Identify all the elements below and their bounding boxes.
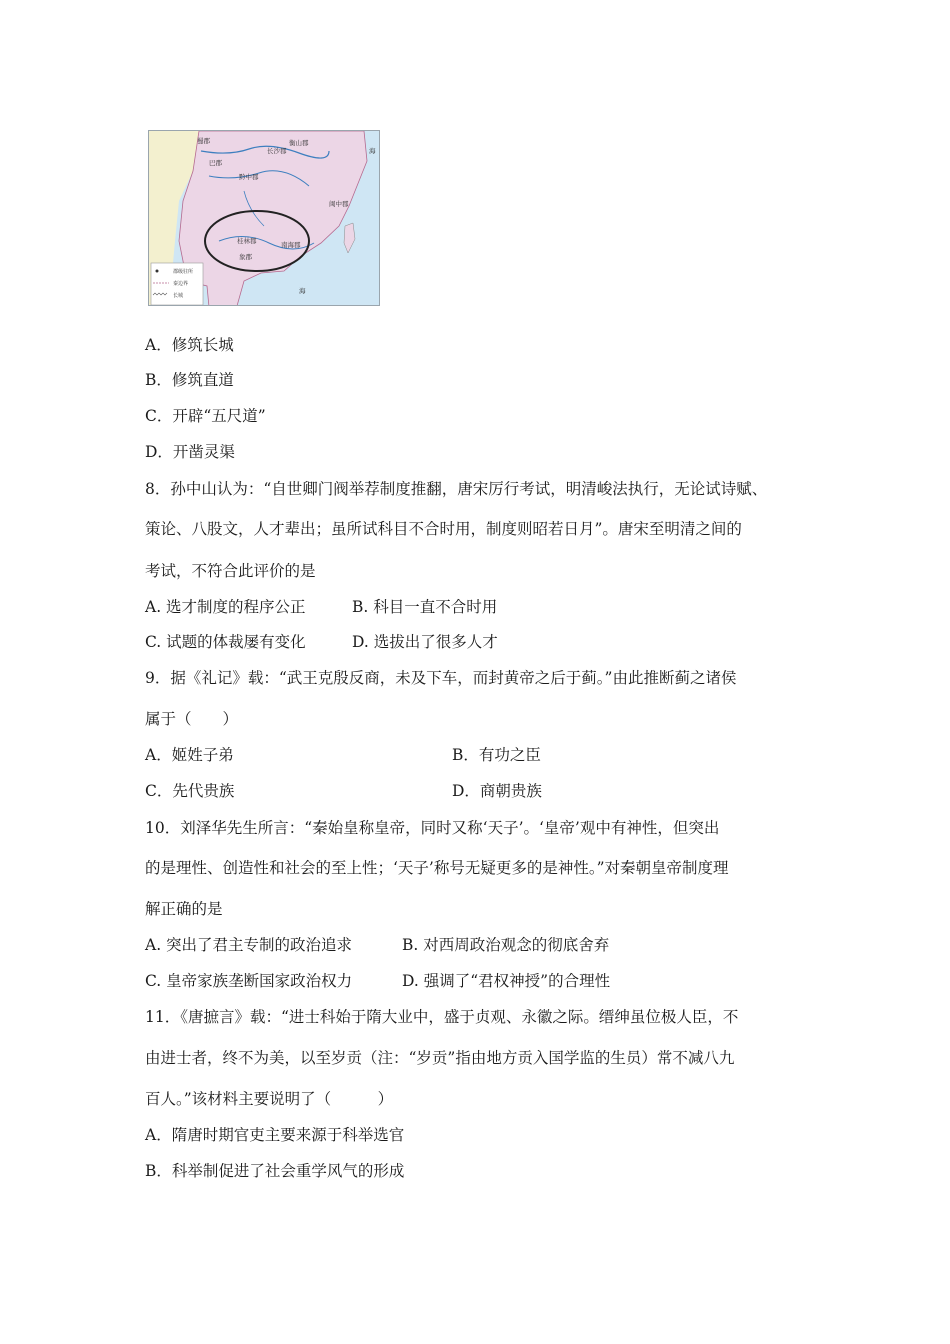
option-8c: C. 试题的体裁屡有变化: [145, 633, 306, 651]
legend-label: 郡级驻所: [173, 269, 194, 275]
question-11-line2: 由进士者，终不为美，以至岁贡（注：“岁贡”指由地方贡入国学监的生员）常不减八九: [145, 1049, 735, 1067]
option-10a: A. 突出了君主专制的政治追求: [145, 936, 353, 954]
question-8-line3: 考试，不符合此评价的是: [145, 562, 316, 580]
legend-label: 长城: [173, 293, 184, 299]
question-9-line2: 属于（ ）: [145, 710, 239, 728]
option-8a: A. 选才制度的程序公正: [145, 598, 306, 616]
option-9c: C．先代贵族: [145, 782, 235, 800]
question-11-line3: 百人。”该材料主要说明了（ ）: [145, 1090, 394, 1108]
map-label: 巴郡: [209, 159, 222, 167]
question-10-line1: 10．刘泽华先生所言：“秦始皇称皇帝，同时又称‘天子’。‘皇帝’观中有神性，但突出: [145, 819, 720, 837]
map-label: 闽中郡: [329, 200, 349, 208]
map-label: 黔中郡: [239, 173, 259, 181]
question-8-line1: 8．孙中山认为：“自世卿门阀举荐制度推翻，唐宋厉行考试，明清峻法执行，无论试诗赋、: [145, 480, 768, 498]
option-10c: C. 皇帝家族垄断国家政治权力: [145, 972, 353, 990]
option-9b: B．有功之臣: [452, 746, 541, 764]
option-7b: B．修筑直道: [145, 371, 234, 389]
option-7a: A．修筑长城: [145, 336, 234, 354]
map-label: 长沙郡: [267, 147, 287, 155]
option-10d: D. 强调了“君权神授”的合理性: [402, 972, 611, 990]
map-label: 桂林郡: [237, 237, 257, 245]
map-label: 蜀郡: [197, 137, 210, 145]
qin-territory-map: [148, 130, 380, 306]
option-11a: A．隋唐时期官吏主要来源于科举选官: [145, 1126, 405, 1144]
map-label: 象郡: [239, 253, 252, 261]
legend-label: 秦边界: [173, 281, 189, 287]
option-7d: D．开凿灵渠: [145, 443, 235, 461]
option-11b: B．科举制促进了社会重学风气的形成: [145, 1162, 405, 1180]
map-graphic: [149, 131, 380, 306]
option-7c: C．开辟“五尺道”: [145, 407, 266, 425]
map-label: 海: [369, 147, 376, 155]
legend-seat-icon: [156, 270, 159, 273]
question-8-line2: 策论、八股文，人才辈出；虽所试科目不合时用，制度则昭若日月”。唐宋至明清之间的: [145, 520, 742, 538]
map-label: 海: [299, 287, 306, 295]
option-8b: B. 科目一直不合时用: [352, 598, 498, 616]
option-9a: A．姬姓子弟: [145, 746, 234, 764]
question-11-line1: 11．《唐摭言》载：“进士科始于隋大业中，盛于贞观、永徽之际。缙绅虽位极人臣，不: [145, 1008, 739, 1026]
option-9d: D．商朝贵族: [452, 782, 542, 800]
question-10-line2: 的是理性、创造性和社会的至上性；‘天子’称号无疑更多的是神性。”对秦朝皇帝制度理: [145, 859, 729, 877]
question-10-line3: 解正确的是: [145, 900, 223, 918]
question-9-line1: 9．据《礼记》载：“武王克殷反商，未及下车，而封黄帝之后于蓟。”由此推断蓟之诸侯: [145, 669, 737, 687]
map-label: 衡山郡: [289, 139, 309, 147]
map-label: 南海郡: [281, 241, 301, 249]
option-8d: D. 选拔出了很多人才: [352, 633, 498, 651]
option-10b: B. 对西周政治观念的彻底舍弃: [402, 936, 610, 954]
